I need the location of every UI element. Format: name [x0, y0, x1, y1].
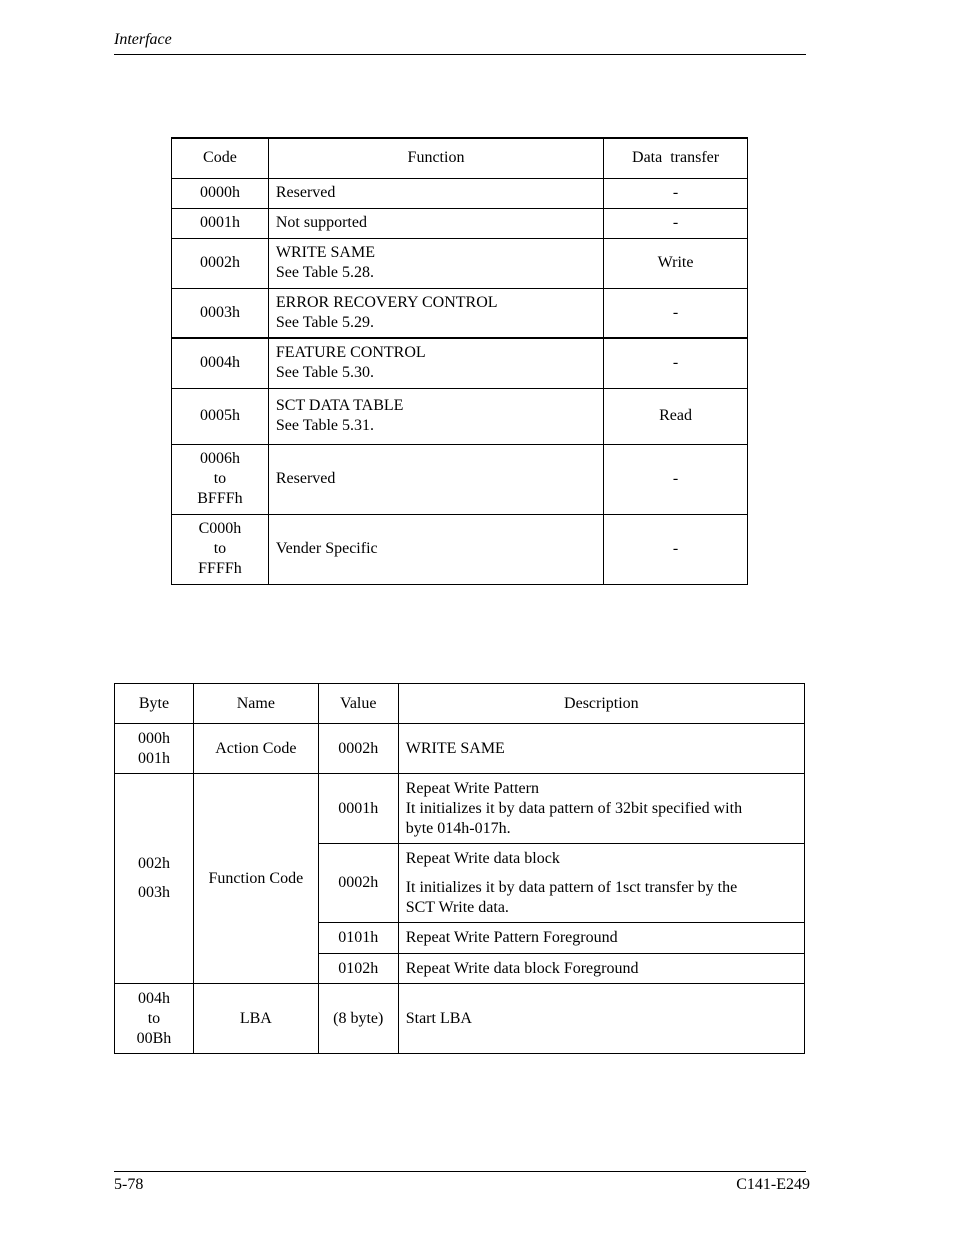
header-rule — [114, 54, 806, 55]
description-cell: WRITE SAME — [398, 724, 804, 774]
function-cell — [268, 388, 603, 444]
description-line: It initializes it by data pattern of 32bit specified with — [405, 799, 743, 817]
byte-line: to — [147, 1009, 161, 1027]
code-line: to — [213, 470, 227, 487]
description-cell: Repeat Write Pattern Foreground — [398, 923, 804, 954]
function-line: See Table 5.31. — [275, 417, 374, 434]
value-cell: 0001h — [318, 774, 398, 844]
code-cell: 0003h — [172, 288, 269, 338]
byte-line: 004h — [137, 989, 170, 1007]
description-line: byte 014h-017h. — [405, 819, 511, 837]
value-cell: 0101h — [318, 923, 398, 954]
footer-rule — [114, 1171, 806, 1172]
code-line: C000h — [198, 520, 242, 537]
function-line: FEATURE CONTROL — [275, 344, 426, 362]
description-line: Repeat Write Pattern — [405, 779, 539, 797]
code-line: to — [213, 540, 227, 557]
table-row — [172, 514, 748, 584]
code-cell — [172, 444, 269, 514]
function-line: SCT DATA TABLE — [275, 397, 404, 414]
table-row — [172, 338, 748, 388]
byte-line: 00Bh — [136, 1029, 172, 1047]
code-cell: 0005h — [172, 388, 269, 444]
function-cell — [268, 288, 603, 338]
byte-line: 000h — [137, 729, 170, 747]
column-header-data-transfer: Data transfer — [604, 138, 748, 178]
write-same-table — [114, 683, 805, 1054]
byte-cell — [115, 774, 194, 984]
table-row — [115, 724, 805, 774]
function-cell: Vender Specific — [268, 514, 603, 584]
table-row — [172, 388, 748, 444]
column-header-function: Function — [268, 138, 603, 178]
function-line: See Table 5.28. — [275, 264, 374, 281]
function-cell: Not supported — [268, 208, 603, 238]
value-cell: 0002h — [318, 844, 398, 923]
byte-line: 001h — [137, 749, 170, 767]
code-cell: 0000h — [172, 178, 269, 208]
table-row — [172, 444, 748, 514]
transfer-cell: - — [604, 514, 748, 584]
name-cell: Action Code — [193, 724, 318, 774]
code-cell — [172, 514, 269, 584]
code-cell: 0004h — [172, 338, 269, 388]
function-cell — [268, 338, 603, 388]
byte-line: 003h — [137, 884, 170, 901]
name-cell: LBA — [193, 984, 318, 1054]
column-header-description: Description — [398, 684, 804, 724]
description-line: SCT Write data. — [405, 898, 509, 916]
description-cell — [398, 844, 804, 923]
byte-cell — [115, 724, 194, 774]
function-line: ERROR RECOVERY CONTROL — [275, 293, 498, 311]
table-row — [115, 774, 805, 844]
code-line: BFFFh — [197, 490, 243, 507]
value-cell: 0002h — [318, 724, 398, 774]
function-line: WRITE SAME — [275, 244, 375, 261]
name-cell: Function Code — [193, 774, 318, 984]
byte-cell — [115, 984, 194, 1054]
code-line: 0006h — [199, 450, 240, 467]
table-row — [172, 288, 748, 338]
function-cell: Reserved — [268, 178, 603, 208]
page-number: 5-78 — [114, 1176, 144, 1193]
table-row — [172, 208, 748, 238]
code-line: FFFFh — [198, 560, 242, 577]
byte-line: 002h — [137, 855, 170, 872]
table-row — [115, 984, 805, 1054]
transfer-cell: Read — [604, 388, 748, 444]
function-line: See Table 5.30. — [275, 364, 374, 382]
description-line: Repeat Write data block — [405, 849, 560, 867]
transfer-cell: - — [604, 288, 748, 338]
table-row — [172, 178, 748, 208]
column-header-value: Value — [318, 684, 398, 724]
transfer-cell: - — [604, 178, 748, 208]
column-header-byte: Byte — [115, 684, 194, 724]
running-header: Interface — [114, 31, 172, 48]
function-cell — [268, 238, 603, 288]
column-header-code: Code — [172, 138, 269, 178]
function-line: See Table 5.29. — [275, 313, 374, 331]
function-code-table — [171, 137, 748, 585]
description-cell — [398, 774, 804, 844]
value-cell: 0102h — [318, 954, 398, 984]
code-cell: 0002h — [172, 238, 269, 288]
document-number: C141-E249 — [736, 1176, 810, 1193]
table-row — [172, 238, 748, 288]
value-cell: (8 byte) — [318, 984, 398, 1054]
code-cell: 0001h — [172, 208, 269, 238]
transfer-cell: - — [604, 444, 748, 514]
transfer-cell: Write — [604, 238, 748, 288]
transfer-cell: - — [604, 338, 748, 388]
function-cell: Reserved — [268, 444, 603, 514]
description-cell: Start LBA — [398, 984, 804, 1054]
description-line: It initializes it by data pattern of 1sct transfer by the — [405, 878, 738, 896]
description-cell: Repeat Write data block Foreground — [398, 954, 804, 984]
transfer-cell: - — [604, 208, 748, 238]
column-header-name: Name — [193, 684, 318, 724]
